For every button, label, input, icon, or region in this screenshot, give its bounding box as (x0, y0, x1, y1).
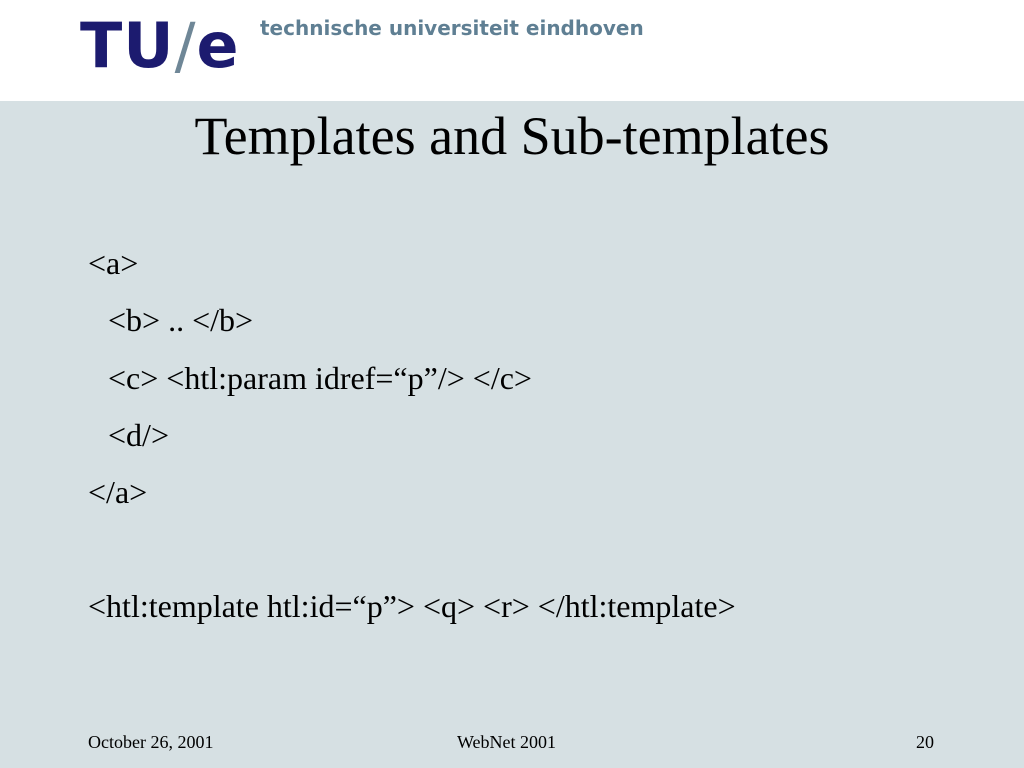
code-line-a-close: </a> (88, 474, 148, 510)
logo-slash-text: / (174, 9, 197, 82)
code-line-c-param: <c> <htl:param idref=“p”/> </c> (108, 360, 532, 396)
logo-e-text: e (196, 9, 240, 82)
code-line-d: <d/> (108, 417, 169, 453)
university-name: technische universiteit eindhoven (260, 16, 644, 40)
tue-logo (80, 6, 240, 86)
code-line-template: <htl:template htl:id=“p”> <q> <r> </htl:template> (88, 588, 736, 624)
page-number: 20 (916, 732, 934, 752)
code-line-a-open: <a> (88, 245, 139, 281)
header-bar (0, 0, 1024, 101)
footer-date: October 26, 2001 (88, 732, 214, 752)
code-line-b: <b> .. </b> (108, 302, 254, 338)
footer-event: WebNet 2001 (457, 732, 557, 752)
logo-tu-text: TU (80, 9, 175, 82)
slide-title: Templates and Sub-templates (194, 106, 830, 166)
